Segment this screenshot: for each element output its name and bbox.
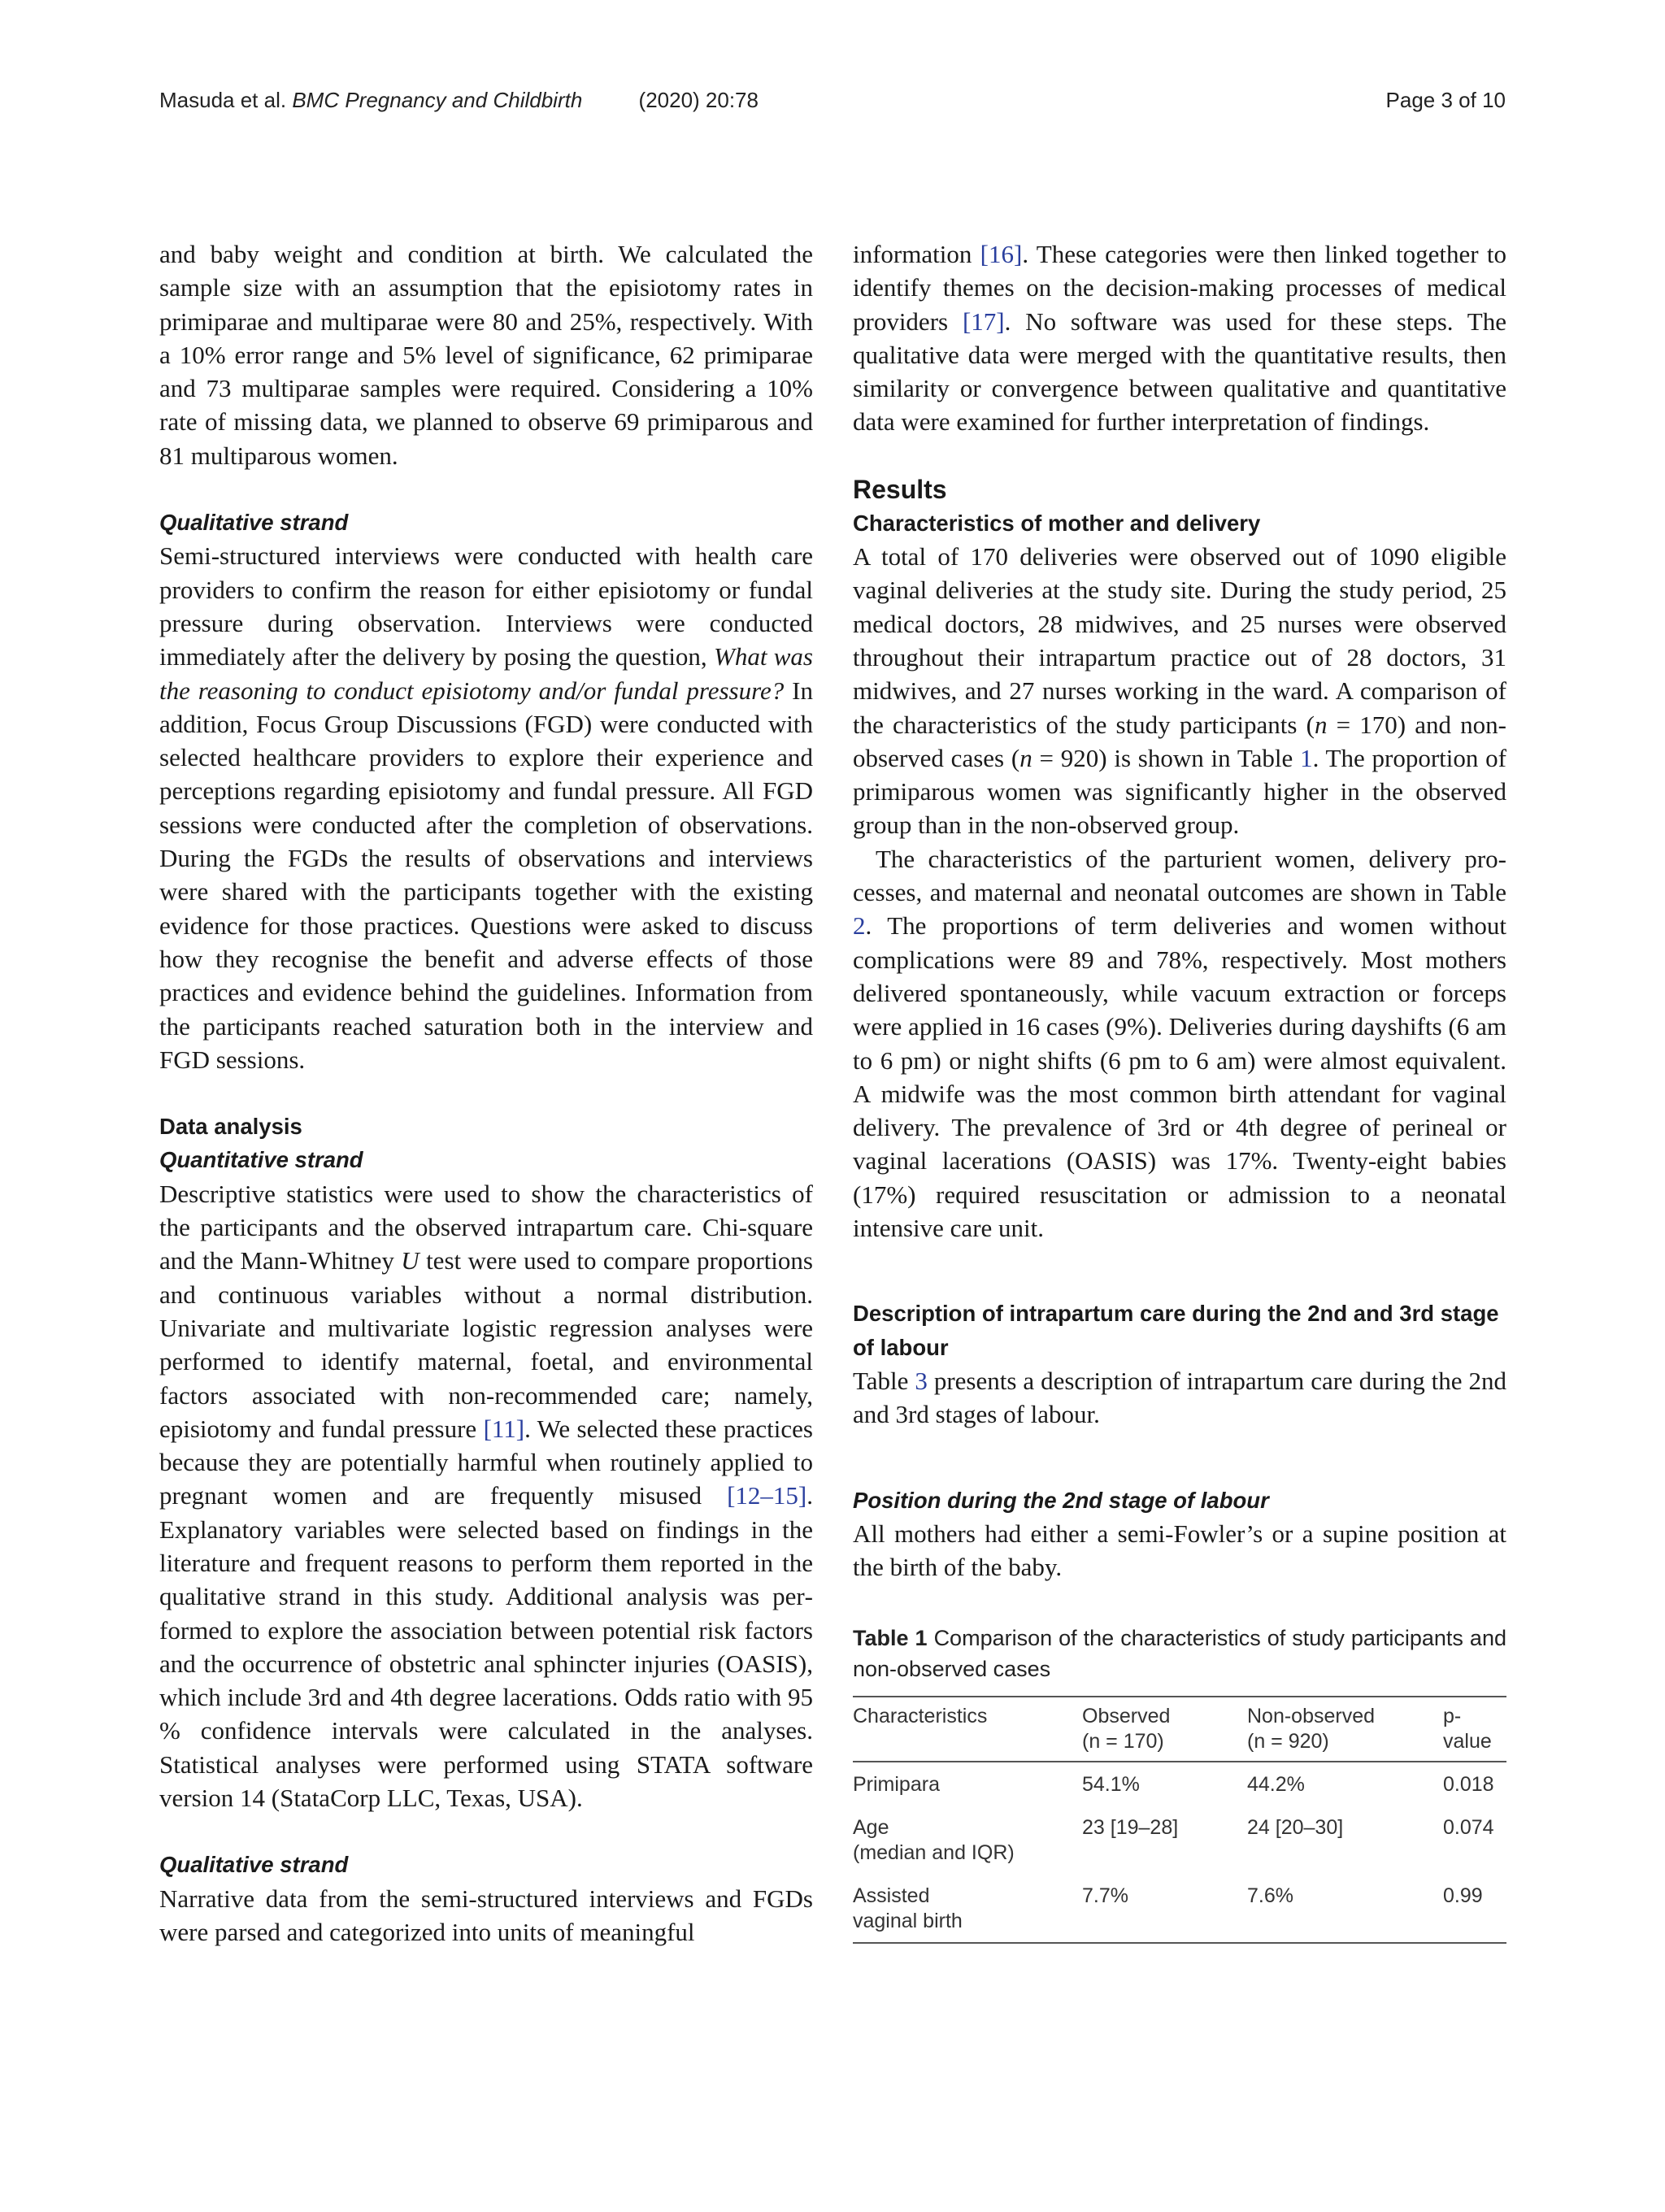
cell-observed: 23 [19–28] (1082, 1816, 1179, 1840)
citation-link-11[interactable]: [11] (483, 1414, 525, 1443)
cell-non-observed: 24 [20–30] (1247, 1816, 1344, 1840)
heading-qualitative-strand-2: Qualitative strand (159, 1852, 349, 1878)
page-number: Page 3 of 10 (1385, 88, 1506, 112)
table-link-3[interactable]: 3 (915, 1366, 928, 1395)
table-link-2[interactable]: 2 (853, 911, 866, 941)
cell-observed: 54.1% (1082, 1773, 1140, 1797)
heading-qualitative-strand: Qualitative strand (159, 510, 349, 536)
cell-observed: 7.7% (1082, 1874, 1247, 1943)
col-header-non-observed: Non-observed (n = 920) (1247, 1697, 1443, 1762)
header-journal: BMC Pregnancy and Childbirth (292, 88, 583, 112)
cell-non-observed: 44.2% (1247, 1773, 1305, 1797)
paragraph-categories: information [16]. These categories were then linked together to identify themes on the decision-making processes of medical providers [17]. No software was used for these steps. The qualitative data were merged with the quantitative results, then similarity or convergence between qualitative and quantitative data were examined for further interpretation of findings. (853, 240, 1507, 437)
paragraph-parturient-characteristics: The characteristics of the parturient women, delivery processes, and maternal and neonatal outcomes are shown in Table 2. The proportions of term deliveries and women without complications were 89 and 78%, respectively. Most mothers delivered spontaneously, while vacuum extraction or forceps were applied in 16 cases (9%). Deliveries during dayshifts (6 am to 6 pm) or night shifts (6 pm to 6 am) were almost equivalent. A midwife was the most common birth attendant for vaginal delivery. The prevalence of 3rd or 4th degree of perineal or vaginal lacerations (OASIS) was 17%. Twenty-eight babies (17%) required resuscitation or admission to a neonatal intensive care unit. (853, 844, 1506, 1243)
col-header-characteristics: Characteristics (853, 1697, 1082, 1762)
table-row (853, 1806, 1506, 1874)
paragraph-qualitative-interviews: Semi-structured interviews were conducted with health care providers to confirm the reason for either episiotomy or fundal pressure during observation. Interviews were conducted immediately after the delivery by posing the question, What was the reasoning to conduct episiotomy and/or fundal pressure? In addition, Focus Group Discussions (FGD) were conducted with selected healthcare providers to explore their experience and perceptions regarding episiotomy and fundal pressure. All FGD sessions were conducted after the completion of observations. During the FGDs the results of observations and interviews were shared with the participants together with the existing evidence for those practices. Questions were asked to discuss how they recognise the benefit and adverse effects of those practices and evidence behind the guidelines. Information from the participants reached saturation both in the interview and FGD sessions. (159, 541, 813, 1074)
col-header-p-value: p-value (1443, 1697, 1506, 1762)
heading-position-2nd-stage: Position during the 2nd stage of labour (853, 1487, 1269, 1513)
cell-p-value: 0.074 (1443, 1816, 1494, 1840)
paragraph-quantitative-analysis: Descriptive statistics were used to show the characteristics of the participants and the observed intrapartum care. Chi-square and the Mann-Whitney U test were used to compare proportions and continuous variables without a normal distribution. Univariate and multivariate logistic regression analyses were performed to identify maternal, foetal, and environmental factors associated with non-recommended care; namely, episiotomy and fundal pressure [11]. We selected these practices because they are potentially harmful when routinely applied to pregnant women and are frequently misused [12–15]. Explanatory variables were selected based on findings in the literature and frequent reasons to perform them reported in the qualitative strand in this study. Additional analysis was performed to explore the association between potential risk factors and the occurrence of obstetric anal sphincter injuries (OASIS), which include 3rd and 4th degree lacerations. Odds ratio with 95 % confidence intervals were calculated in the analyses. Statistical analyses were performed using STATA software version 14 (StataCorp LLC, Texas, USA). (159, 1179, 813, 1813)
running-header-left (159, 88, 759, 113)
header-authors: Masuda et al. (159, 88, 287, 112)
right-column (853, 237, 1506, 1944)
paragraph-deliveries-observed: A total of 170 deliveries were observed out of 1090 eligible vaginal deliveries at the study site. During the study period, 25 medical doctors, 28 midwives, and 25 nurses were observed throughout their intrapartum practice out of 28 doctors, 31 midwives, and 27 nurses working in the ward. A comparison of the characteristics of the study participants (n = 170) and non-observed cases (n = 920) is shown in Table 1. The proportion of primiparous women was significantly higher in the observed group than in the non-observed group. (853, 542, 1506, 840)
header-citation: (2020) 20:78 (638, 88, 759, 112)
table-row (853, 1762, 1506, 1806)
cell-characteristic: Primipara (853, 1773, 940, 1797)
table-row (853, 1874, 1506, 1943)
cell-non-observed: 7.6% (1247, 1874, 1443, 1943)
heading-results: Results (853, 474, 947, 504)
heading-quantitative-strand: Quantitative strand (159, 1147, 363, 1173)
heading-characteristics: Characteristics of mother and delivery (853, 510, 1261, 536)
paragraph-position: All mothers had either a semi-Fowler’s or a supine position at the birth of the baby. (853, 1519, 1506, 1582)
cell-characteristic: Assisted vaginal birth (853, 1874, 1082, 1943)
table-1 (853, 1696, 1506, 1944)
table-header-row (853, 1697, 1506, 1762)
cell-p-value: 0.99 (1443, 1874, 1506, 1943)
cell-characteristic: Age (median and IQR) (853, 1816, 1015, 1865)
citation-link-12-15[interactable]: [12–15] (727, 1481, 807, 1510)
citation-link-17[interactable]: [17] (962, 306, 1005, 336)
table-caption: Table 1 Comparison of the characteristics of study participants and non-observed cases (853, 1626, 1506, 1682)
paragraph-table3-intro: Table 3 presents a description of intrapartum care during the 2nd and 3rd stages of labour. (853, 1366, 1507, 1429)
citation-link-16[interactable]: [16] (980, 240, 1023, 268)
table-link-1[interactable]: 1 (1300, 743, 1313, 772)
paragraph-sample-size: and baby weight and condition at birth. We calculated the sample size with an assumption that the episiotomy rates in primiparae and multiparae were 80 and 25%, respectively. With a 10% error range and 5% level of significance, 62 primiparae and 73 multiparae samples were required. Considering a 10% rate of missing data, we planned to observe 69 primiparous and 81 multiparous women. (159, 240, 813, 470)
paragraph-narrative-data: Narrative data from the semi-structured interviews and FGDs were parsed and categorized into units of meaningful (159, 1884, 813, 1946)
heading-data-analysis: Data analysis (159, 1114, 302, 1140)
heading-intrapartum-care: Description of intrapartum care during the 2nd and 3rd stage of labour (853, 1301, 1499, 1360)
cell-p-value: 0.018 (1443, 1773, 1494, 1797)
left-column (159, 237, 813, 1949)
col-header-observed: Observed (n = 170) (1082, 1697, 1247, 1762)
